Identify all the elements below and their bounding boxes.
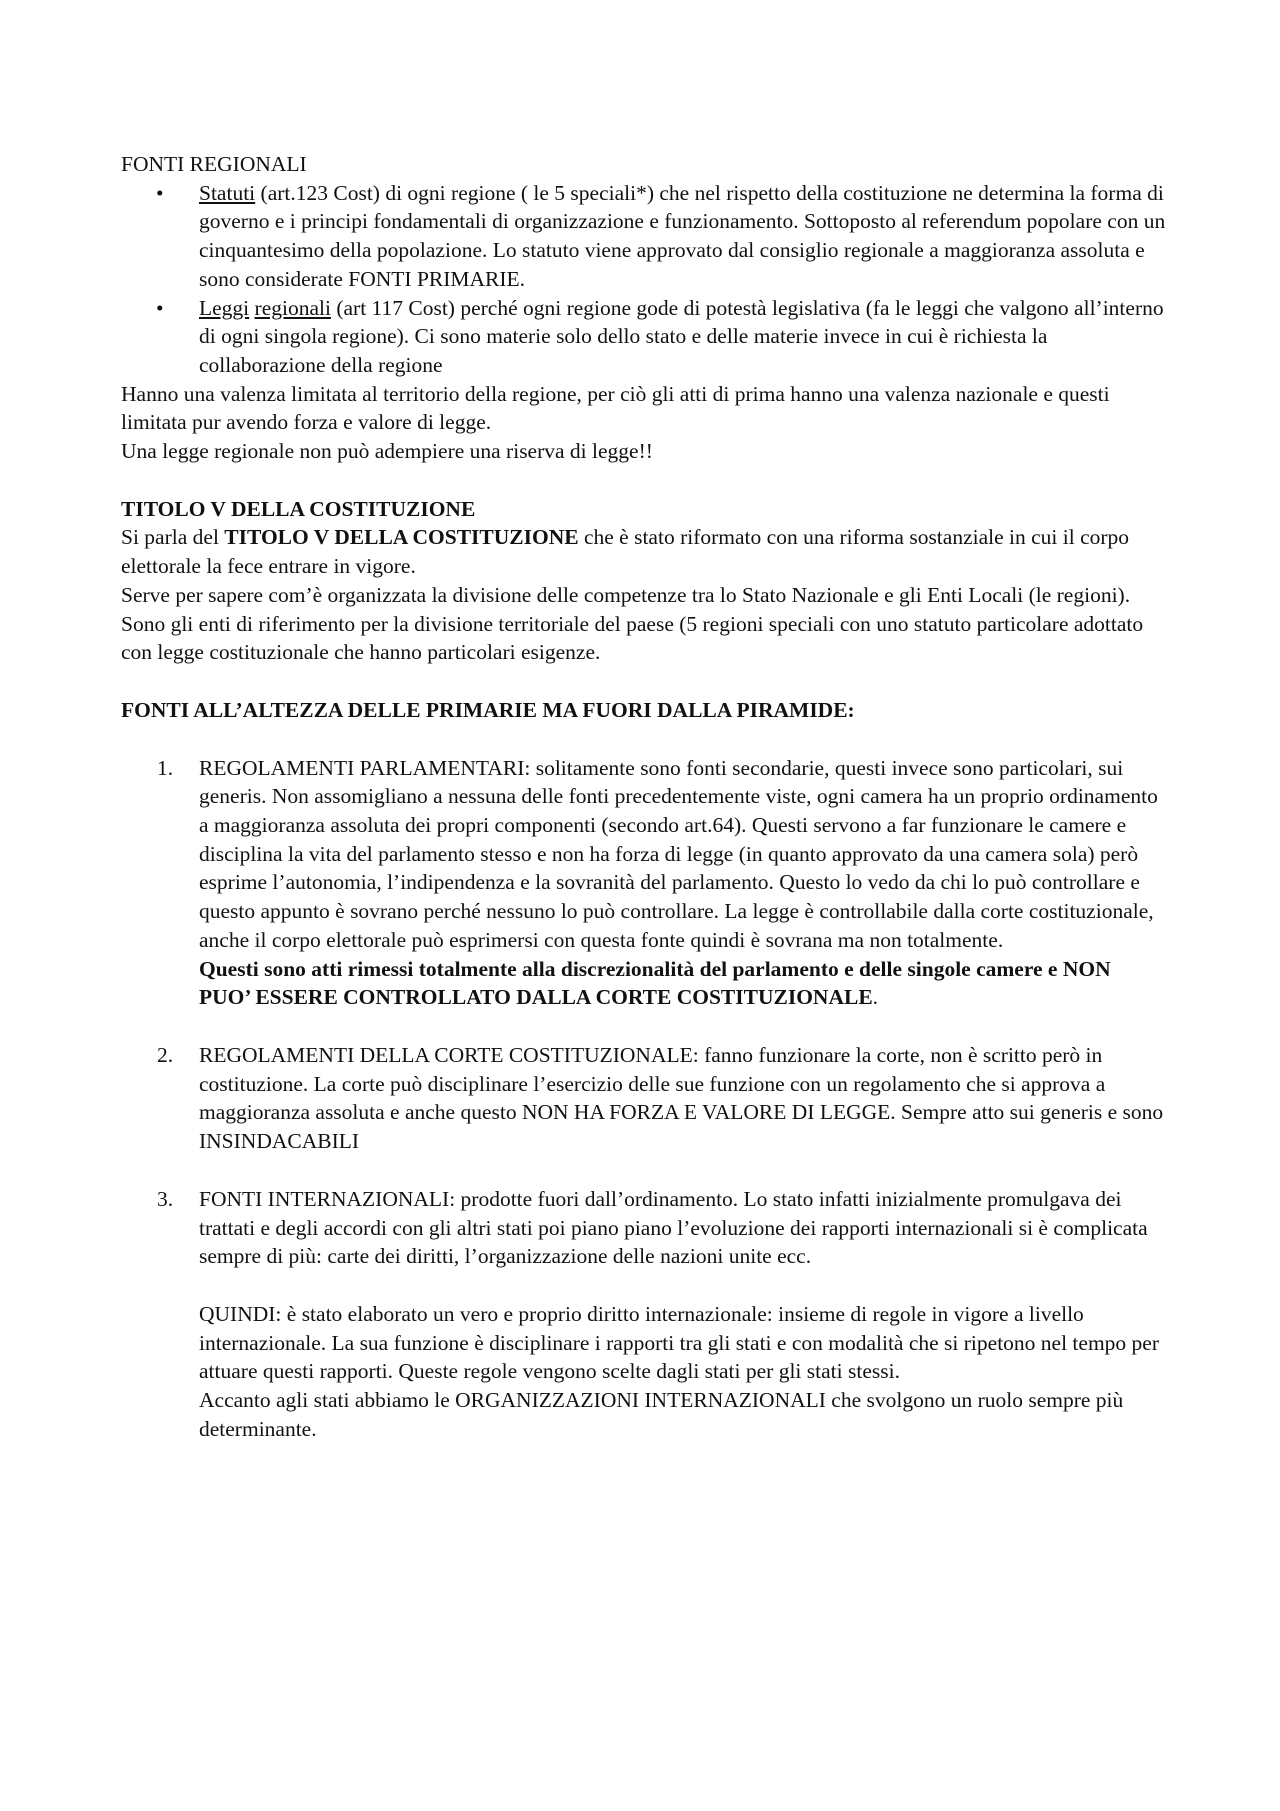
item-accanto: Accanto agli stati abbiamo le ORGANIZZAZIONI INTERNAZIONALI che svolgono un ruolo sempre più determinante.	[199, 1388, 1124, 1441]
item-number: 1.	[157, 755, 174, 780]
text-span: Si parla del	[121, 525, 225, 550]
bullet-text: (art.123 Cost) di ogni regione ( le 5 speciali*) che nel rispetto della costituzione ne determina la forma di governo e i principi fondamentali di organizzazione e funzionamento. Sottoposto al referendum popolare con un cinquantesimo della popolazione. Lo statuto viene approvato dal consiglio regionale a maggioranza assoluta e sono considerate FONTI PRIMARIE.	[199, 180, 1166, 291]
list-item	[157, 754, 1166, 1012]
list-item	[199, 294, 1166, 380]
item-bold-note	[199, 955, 1166, 1012]
document-body	[121, 150, 1166, 1443]
heading-fonti-regionali: FONTI REGIONALI	[121, 152, 307, 176]
heading-titolo-v: TITOLO V DELLA COSTITUZIONE	[121, 496, 476, 521]
heading-fonti-altezza: FONTI ALL’ALTEZZA DELLE PRIMARIE MA FUORI DALLA PIRAMIDE:	[121, 697, 855, 722]
bold-text: TITOLO V DELLA COSTITUZIONE	[224, 525, 579, 550]
item-text: FONTI INTERNAZIONALI: prodotte fuori dall’ordinamento. Lo stato infatti inizialmente promulgava dei trattati e degli accordi con gli altri stati poi piano piano l’evoluzione dei rapporti internazionali si è complicata sempre di più: carte dei diritti, l’organizzazione delle nazioni unite ecc.	[199, 1186, 1148, 1269]
item-number: 2.	[157, 1042, 174, 1067]
item-text: REGOLAMENTI PARLAMENTARI: solitamente sono fonti secondarie, questi invece sono particolari, sui generis. Non assomigliano a nessuna delle fonti precedentemente viste, ogni camera ha un proprio ordinamento a maggioranza assoluta dei propri componenti (secondo art.64). Questi servono a far funzionare le camere e disciplina la vita del parlamento stesso e non ha forza di legge (in quanto approvato da una camera sola) però esprime l’autonomia, l’indipendenza e la sovranità del parlamento. Questo lo vedo da chi lo può controllare e questo appunto è sovrano perché nessuno lo può controllare. La legge è controllabile dalla corte costituzionale, anche il corpo elettorale può esprimersi con questa fonte quindi è sovrana ma non totalmente.	[199, 755, 1158, 952]
term-statuti: Statuti	[199, 180, 256, 205]
paragraph	[121, 523, 1166, 580]
text-span: che è stato riformato con una riforma sostanziale in cui il corpo elettorale la fece entrare in vigore.	[121, 525, 1130, 579]
item-number: 3.	[157, 1186, 174, 1211]
bullet-list	[121, 179, 1166, 380]
text-span: .	[872, 985, 879, 1010]
list-item	[199, 179, 1166, 294]
paragraph: Una legge regionale non può adempiere una riserva di legge!!	[121, 439, 653, 464]
bold-text: Questi sono atti rimessi totalmente alla discrezionalità del parlamento e delle singole camere e NON PUO’ ESSERE CONTROLLATO DALLA CORTE COSTITUZIONALE	[199, 956, 1111, 1010]
item-text: REGOLAMENTI DELLA CORTE COSTITUZIONALE: fanno funzionare la corte, non è scritto però in costituzione. La corte può disciplinare l’esercizio delle sue funzione con un regolamento che si approva a maggioranza assoluta e anche questo NON HA FORZA E VALORE DI LEGGE. Sempre atto sui generis e sono INSINDACABILI	[199, 1042, 1164, 1154]
term-regionali: regionali	[254, 295, 331, 320]
list-item	[157, 1185, 1166, 1444]
bullet-text: (art 117 Cost) perché ogni regione gode di potestà legislativa (fa le leggi che valgono all’interno di ogni singola regione). Ci sono materie solo dello stato e delle materie invece in cui è richiesta la collaborazione della regione	[199, 295, 1164, 377]
item-quindi: QUINDI: è stato elaborato un vero e proprio diritto internazionale: insieme di regole in vigore a livello internazionale. La sua funzione è disciplinare i rapporti tra gli stati e con modalità che si ripetono nel tempo per attuare questi rapporti. Queste regole vengono scelte dagli stati per gli stati stessi.	[199, 1301, 1159, 1384]
paragraph: Hanno una valenza limitata al territorio della regione, per ciò gli atti di prima hanno una valenza nazionale e questi limitata pur avendo forza e valore di legge.	[121, 381, 1110, 435]
list-item	[157, 1041, 1166, 1156]
paragraph: Serve per sapere com’è organizzata la divisione delle competenze tra lo Stato Nazionale e gli Enti Locali (le regioni).	[121, 582, 1131, 607]
paragraph: Sono gli enti di riferimento per la divisione territoriale del paese (5 regioni speciali con uno statuto particolare adottato con legge costituzionale che hanno particolari esigenze.	[121, 611, 1144, 665]
numbered-list	[121, 754, 1166, 1444]
term-leggi: Leggi	[199, 295, 250, 320]
